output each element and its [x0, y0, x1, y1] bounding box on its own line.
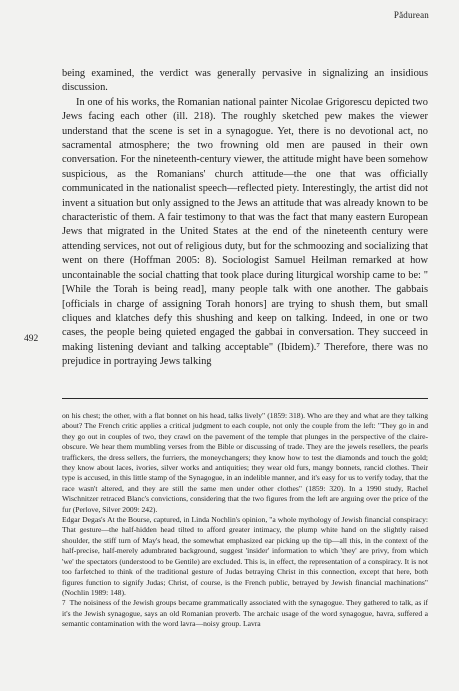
- body-paragraph: being examined, the verdict was generally pervasive in signalizing an insidious discussion.: [62, 68, 428, 94]
- running-head: Pădurean: [393, 10, 429, 20]
- page-number: 492: [24, 334, 39, 344]
- footnote-text: The noisiness of the Jewish groups became grammatically associated with the synagogue. They gathered to talk, as if it's the Jewish synagogue, says an old Romanian proverb. The archaic usage of the word synagogue, havra, suffered a semantic contamination with the word lavra—noisy group. Lavra: [62, 598, 428, 629]
- footnotes: [62, 411, 428, 630]
- footnote-divider: [62, 398, 428, 399]
- footnote-marker: 7: [62, 599, 66, 608]
- body-text: [62, 67, 428, 370]
- body-paragraph: In one of his works, the Romanian national painter Nicolae Grigorescu depicted two Jews facing each other (ill. 218). The roughly sketched pew makes the viewer understand that the scene is set in a synagogue. Yet, there is no devotional act, no sacramental atmosphere; the two frowning old men are paused in their own conversation. For the nineteenth-century viewer, the attitude might have been somehow suspicious, as the Romanians' church attitude—the one that was officially communicated in the nationalist speech—reflected piety. Interestingly, the artist did not invent a situation but only assigned to the Jews an attitude that was already known to be characteristic of them. A fair testimony to that was the fact that many eastern European Jews that migrated in the United States at the end of the nineteenth century were attending services, not out of religious duty, but for the schmoozing and socializing that went on there (Hoffman 2005: 8). Sociologist Samuel Heilman remarked at how uncontainable the social chatting that took place during liturgical worship came to be: "[While the Torah is being read], many people talk with one another. The gabbais [officials in charge of assigning Torah honors] are trying to shush them, but small cliques and klatches defy this shushing and keep on talking. Indeed, in one or two cases, the people being quieted engaged the gabbai in conversation. They succeed in making listening deviant and talking acceptable" (Ibidem).⁷ Therefore, there was no prejudice in portraying Jews talking: [62, 96, 428, 368]
- footnote-7: [62, 598, 428, 629]
- footnote-continuation: Edgar Degas's At the Bourse, captured, in Linda Nochlin's opinion, "a whole mythology of Jewish financial conspiracy: That gesture—the half-hidden head tilted to afford greater intimacy, the plump white hand on the slightly raised shoulder, the stiff turn of May's head, the somewhat emphasized ear picking up the tip—all this, in the context of the half-precise, half-merely adumbrated background, suggest 'insider' information to which 'they' are privy, from which 'we' the spectators (understood to be Gentile) are excluded. This is, in effect, the representation of a conspiracy. It is not too farfetched to think of the traditional gesture of Judas betraying Christ in this connection, except that here, both figures function to signify Judas; Christ, of course, is the French public, betrayed by Jewish financial machinations" (Nochlin 1989: 148).: [62, 515, 428, 597]
- footnote-continuation: on his chest; the other, with a flat bonnet on his head, talks lively" (1859: 318). Who are they and what are they talking about? The French critic applies a critical judgment to each couple, not only the couple from the left: "They go in and they go out in couples of two, they crawl on the pavement of the temple that plunges in the perspective of the claire-obscure. We hear them mumbling verses from the Bible or discussing of trade. They are the jewels resellers, the pearls traffickers, the dress sellers, the furriers, the moneychangers; they know how to test the diamonds and touch the gold; they know about laces, ivories, silver works and antiquities; they wear old furs, mangy bonnets, rancid clothes. Their type is accused, in this little stamp of the Synagogue, in an indelible manner, and it's easy for us to verify today, that the race wasn't altered, and they are still the same men under other clothes" (1859: 320). In a 1990 study, Rachel Wischnitzer retraced Blanc's convictions, considering that the two figures from the left are arguing over the price of the fur (Perlove, Silver 2009: 242).: [62, 411, 428, 514]
